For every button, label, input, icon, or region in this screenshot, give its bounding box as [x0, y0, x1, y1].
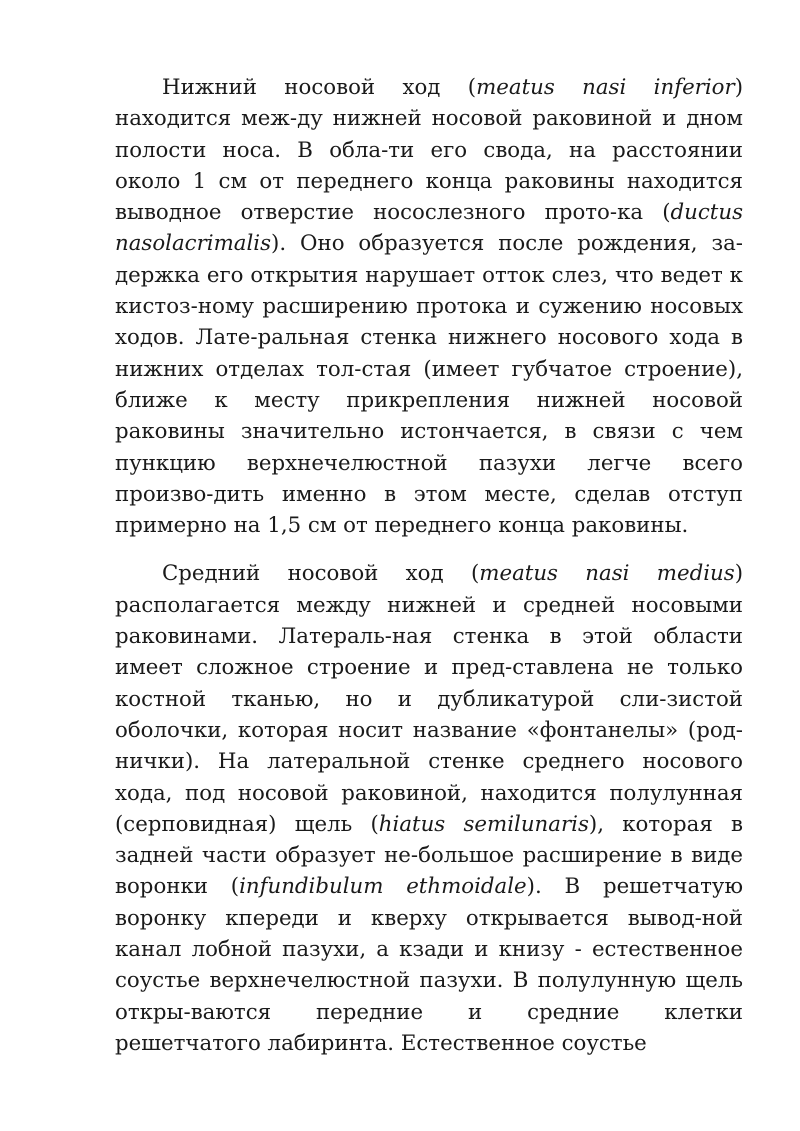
paragraph-middle-meatus — [115, 558, 743, 1059]
document-page — [115, 72, 743, 1076]
text-run: ), которая в задней части образует не-большое расширение в виде воронки ( — [115, 811, 744, 900]
text-run: ) располагается между нижней и средней носовыми раковинами. Латераль-ная стенка в этой области имеет сложное строение и пред-ставлена не только костной тканью, но и дубликатурой сли-зистой оболочки, которая носит название «фонтанелы» (род-нички). На латеральной стенке среднего носового хода, под носовой раковиной, находится полулунная (серповидная) щель ( — [115, 561, 743, 837]
latin-term: meatus nasi medius — [479, 561, 735, 587]
latin-term: meatus nasi inferior — [476, 75, 735, 100]
latin-term: ductus nasolacrimalis — [115, 200, 743, 257]
text-run: Нижний носовой ход ( — [162, 75, 477, 100]
text-run: ). В решетчатую воронку кпереди и кверху открывается вывод-ной канал лобной пазухи, а кзади и книзу - естественное соустье верхнечелюстной пазухи. В полулунную щель откры-ваются передние и средние клетки решетчатого лабиринта. Естественное соустье — [115, 874, 743, 1056]
paragraph-inferior-meatus — [115, 72, 743, 541]
latin-term: hiatus semilunaris — [378, 811, 589, 837]
text-run: ). Оно образуется после рождения, за-держка его открытия нарушает отток слез, что ведет к кистоз-ному расширению протока и сужению носовых ходов. Лате-ральная стенка нижнего носового хода в нижних отделах тол-стая (имеет губчатое строение), ближе к месту прикрепления нижней носовой раковины значительно истончается, в связи с чем пункцию верхнечелюстной пазухи легче всего произво-дить именно в этом месте, сделав отступ примерно на 1,5 см от переднего конца раковины. — [115, 231, 743, 539]
latin-term: infundibulum ethmoidale — [239, 874, 527, 900]
text-run: Средний носовой ход ( — [162, 561, 480, 587]
text-run: ) находится меж-ду нижней носовой раковиной и дном полости носа. В обла-ти его свода, на расстоянии около 1 см от переднего конца раковины находится выводное отверстие носослезного прото-ка ( — [115, 75, 743, 226]
